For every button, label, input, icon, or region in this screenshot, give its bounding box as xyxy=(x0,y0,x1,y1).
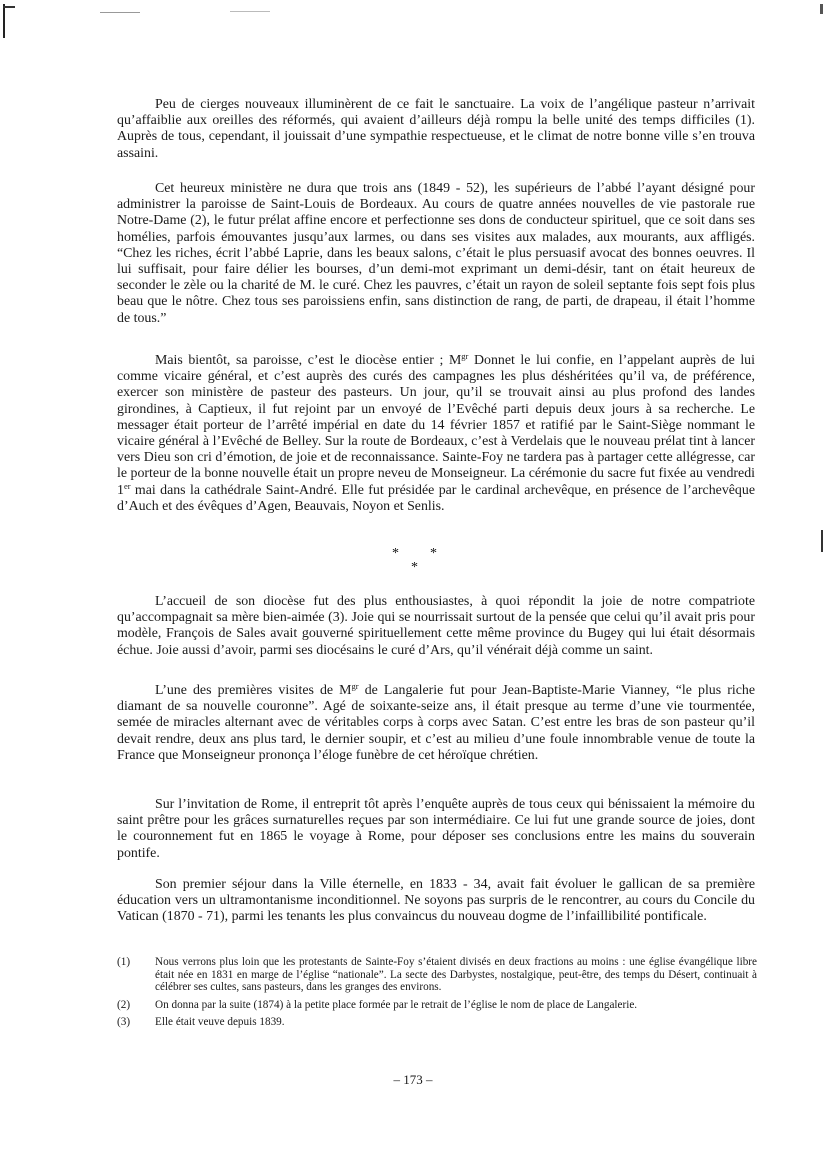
scan-edge-mark xyxy=(820,4,823,14)
superscript-text: gr xyxy=(461,351,469,361)
paragraph xyxy=(117,181,755,327)
scan-edge-mark xyxy=(821,530,823,552)
text-run: L’une des premières visites de M xyxy=(155,683,352,698)
footnotes xyxy=(117,956,757,1034)
paragraph-block-1 xyxy=(117,97,755,162)
footnote-number: (1) xyxy=(117,956,131,968)
section-separator: * * * xyxy=(392,546,437,575)
footnote-text: Nous verrons plus loin que les protestants de Sainte-Foy s’étaient divisés en deux fractions au moins : une église évangélique libre était née en 1831 en marge de l’église “nationale”. La secte des Darbystes, nostalgique, peut-être, des temps du Désert, continuait à célébrer ses cultes, sans pasteurs, dans les granges des environs. xyxy=(155,956,757,994)
footnote-number: (3) xyxy=(117,1016,131,1029)
paragraph-block-2 xyxy=(117,181,755,327)
footnote xyxy=(117,999,757,1012)
scan-corner-mark xyxy=(3,4,5,38)
footnote xyxy=(117,956,757,994)
superscript-text: gr xyxy=(351,681,359,691)
footnote xyxy=(117,1016,757,1029)
superscript-text: er xyxy=(123,480,131,491)
paragraph xyxy=(117,97,755,162)
footnote-number: (2) xyxy=(117,998,131,1011)
text-run: Cet heureux ministère ne dura que trois ans (1849 - 52), les supérieurs de l’abbé l’ayant désigné pour administrer la paroisse de Saint-Louis de Bordeaux. Au cours de quatre années nouvelles de vie pastorale rue Notre-Dame (2), le futur prélat affine encore et perfectionne ses dons de conducteur spirituel, que ce soit dans ses homélies, parfois émouvantes jusqu’aux larmes, ou dans ses visites aux malades, aux mourants, aux affligés. “Chez les riches, écrit l’abbé Laprie, dans les beaux salons, c’était le plus persuasif avocat des bonnes oeuvres. Il lui suffisait, pour faire délier les bourses, d’un demi-mot exprimant un demi-désir, tant on était heureux de seconder le zèle ou la charité de M. le curé. Chez les pauvres, c’était un rayon de soleil septante fois sept fois plus beau que le nôtre. Chez tous ses paroissiens enfin, sans distinction de rang, de parti, de drapeau, il était l’homme de tous.” xyxy=(117,181,755,326)
paragraph-block-5 xyxy=(117,683,755,764)
page-number: – 173 – xyxy=(393,1072,433,1087)
footnote-text: Elle était veuve depuis 1839. xyxy=(155,1016,285,1029)
scan-smudge xyxy=(100,12,140,13)
footnote-text: On donna par la suite (1874) à la petite place formée par le retrait de l’église le nom de place de Langalerie. xyxy=(155,998,638,1011)
scan-smudge xyxy=(230,11,270,12)
paragraph xyxy=(117,353,755,515)
paragraph xyxy=(117,877,755,926)
text-run: Peu de cierges nouveaux illuminèrent de ce fait le sanctuaire. La voix de l’angélique pasteur n’arrivait qu’affaiblie aux oreilles des réformés, qui avaient d’ailleurs déjà rompu la belle unité des temps difficiles (1). Auprès de tous, cependant, il jouissait d’une sympathie respectueuse, et le climat de notre bonne ville s’en trouva assaini. xyxy=(117,97,755,161)
text-run: Mais bientôt, sa paroisse, c’est le diocèse entier ; M xyxy=(155,353,462,368)
text-run: L’accueil de son diocèse fut des plus enthousiastes, à quoi répondit la joie de notre compatriote qu’accompagnait sa mère bien-aimée (3). Joie qui se nourrissait surtout de la pensée que celui qu’il avait pris pour modèle, François de Sales avait gouverné spirituellement cette même province du Bugey qui lui était désormais échue. Joie aussi d’avoir, parmi ses diocésains le curé d’Ars, qu’il vénérait déjà comme un saint. xyxy=(117,594,755,658)
text-run: Donnet le lui confie, en l’appelant auprès de lui comme vicaire général, et c’est auprès des curés des campagnes les plus déshéritées qu’il va, de préférence, exercer son ministère de pasteur des pasteurs. Un jour, qu’il se trouvait ainsi au plus profond des landes girondines, à Captieux, il fut rejoint par un envoyé de l’Evêché parti depuis deux jours à sa recherche. Le messager était porteur de l’arrêté impérial en date du 14 février 1857 et ratifié par le Saint-Siège nommant le vicaire général à l’Evêché de Belley. Sur la route de Bordeaux, c’est à Verdelais que le nouveau prélat tint à lancer vers Dieu son cri d’émotion, de joie et de reconnaissance. Sainte-Foy ne tardera pas à partager cette allégresse, car le porteur de la bonne nouvelle était un propre neveu de Monseigneur. La cérémonie du sacre fut fixée au vendredi 1 xyxy=(117,353,755,498)
text-run: Sur l’invitation de Rome, il entreprit tôt après l’enquête auprès de tous ceux qui bénissaient la mémoire du saint prêtre pour les grâces surnaturelles reçues par son intermédiaire. Ce lui fut une grande source de joies, dont le couronnement fut en 1865 le voyage à Rome, pour déposer ses conclusions entre les mains du souverain pontife. xyxy=(117,797,755,861)
paragraph xyxy=(117,594,755,659)
paragraph-block-7 xyxy=(117,877,755,926)
paragraph-block-3 xyxy=(117,353,755,515)
scan-corner-tick xyxy=(3,6,15,8)
text-run: Son premier séjour dans la Ville éternelle, en 1833 - 34, avait fait évoluer le gallican de sa première éducation vers un ultramontanisme inconditionnel. Ne soyons pas surpris de le rencontrer, au cours du Concile du Vatican (1870 - 71), parmi les tenants les plus convaincus du nouveau dogme de l’infaillibilité pontificale. xyxy=(117,877,755,925)
text-run: de Langalerie fut pour Jean-Baptiste-Marie Vianney, “le plus riche diamant de sa nouvelle couronne”. Agé de soixante-seize ans, il était presque au terme d’une vie tourmentée, semée de miracles alternant avec de véritables corps à corps avec Satan. C’est entre les bras de son pasteur qu’il devait rendre, deux ans plus tard, le dernier soupir, et c’est au milieu d’une foule innombrable venue de toute la France que Monseigneur prononça l’éloge funèbre de cet héroïque chrétien. xyxy=(117,683,755,763)
paragraph xyxy=(117,683,755,764)
paragraph-block-4 xyxy=(117,594,755,659)
paragraph-block-6 xyxy=(117,797,755,862)
paragraph xyxy=(117,797,755,862)
text-run: mai dans la cathédrale Saint-André. Elle fut présidée par le cardinal archevêque, en présence de l’archevêque d’Auch et des évêques d’Agen, Beauvais, Noyon et Senlis. xyxy=(117,482,755,514)
